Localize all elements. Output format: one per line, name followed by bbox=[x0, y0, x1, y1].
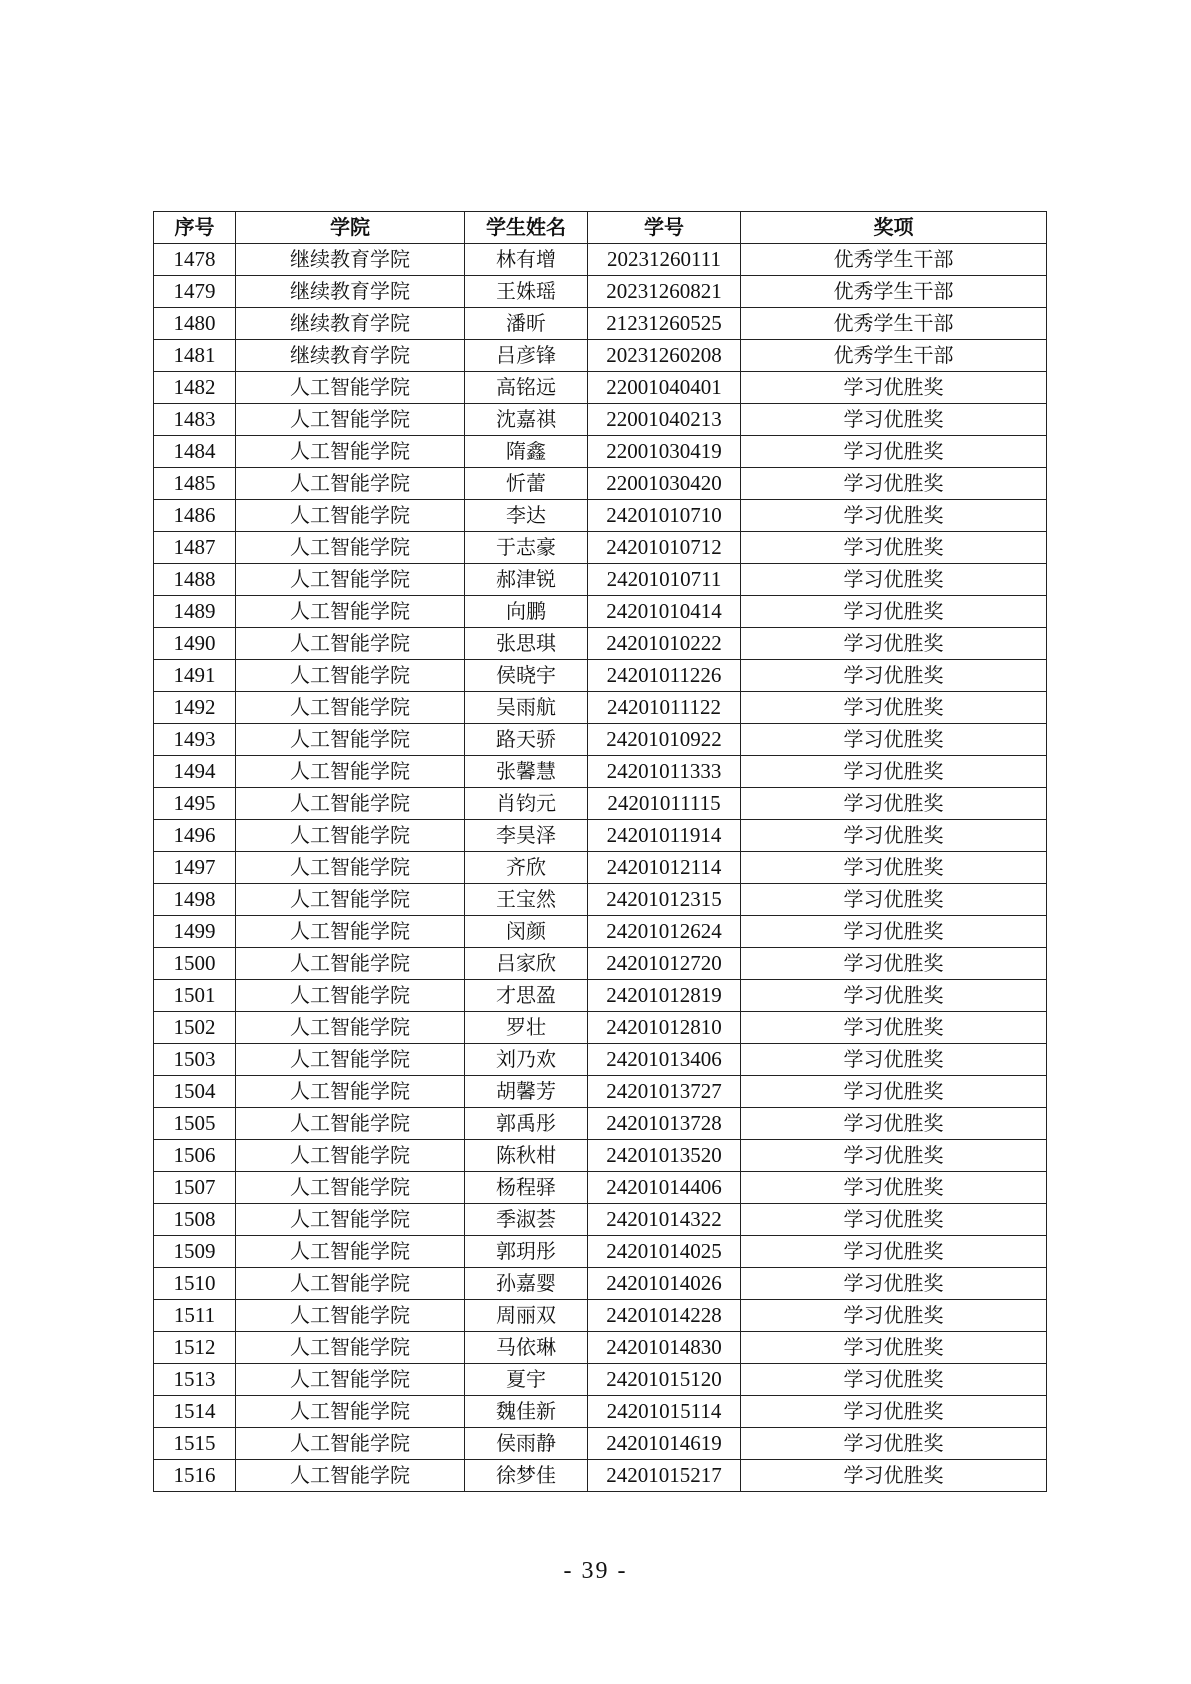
table-row bbox=[154, 372, 1047, 404]
cell-student-name: 张思琪 bbox=[465, 628, 588, 660]
table-body bbox=[154, 244, 1047, 1492]
table-row bbox=[154, 1012, 1047, 1044]
cell-student-id: 24201014025 bbox=[588, 1236, 741, 1268]
cell-student-name: 闵颜 bbox=[465, 916, 588, 948]
cell-award: 学习优胜奖 bbox=[741, 660, 1047, 692]
cell-college: 人工智能学院 bbox=[236, 564, 465, 596]
cell-student-id: 24201014026 bbox=[588, 1268, 741, 1300]
cell-award: 学习优胜奖 bbox=[741, 532, 1047, 564]
cell-index: 1501 bbox=[154, 980, 236, 1012]
cell-college: 人工智能学院 bbox=[236, 756, 465, 788]
cell-award: 学习优胜奖 bbox=[741, 884, 1047, 916]
cell-award: 学习优胜奖 bbox=[741, 1460, 1047, 1492]
cell-student-name: 周丽双 bbox=[465, 1300, 588, 1332]
cell-student-id: 24201013727 bbox=[588, 1076, 741, 1108]
cell-student-name: 魏佳新 bbox=[465, 1396, 588, 1428]
cell-college: 继续教育学院 bbox=[236, 340, 465, 372]
cell-student-id: 24201013728 bbox=[588, 1108, 741, 1140]
table-row bbox=[154, 1428, 1047, 1460]
cell-student-id: 22001030420 bbox=[588, 468, 741, 500]
cell-student-name: 王宝然 bbox=[465, 884, 588, 916]
cell-college: 人工智能学院 bbox=[236, 372, 465, 404]
cell-student-name: 于志豪 bbox=[465, 532, 588, 564]
cell-award: 学习优胜奖 bbox=[741, 1108, 1047, 1140]
cell-award: 学习优胜奖 bbox=[741, 436, 1047, 468]
cell-student-id: 24201010712 bbox=[588, 532, 741, 564]
cell-index: 1505 bbox=[154, 1108, 236, 1140]
cell-award: 学习优胜奖 bbox=[741, 948, 1047, 980]
cell-student-name: 夏宇 bbox=[465, 1364, 588, 1396]
cell-student-name: 张馨慧 bbox=[465, 756, 588, 788]
cell-award: 学习优胜奖 bbox=[741, 756, 1047, 788]
cell-student-name: 杨程驿 bbox=[465, 1172, 588, 1204]
cell-index: 1503 bbox=[154, 1044, 236, 1076]
header-college: 学院 bbox=[236, 212, 465, 244]
table-row bbox=[154, 276, 1047, 308]
table-row bbox=[154, 1332, 1047, 1364]
cell-award: 学习优胜奖 bbox=[741, 980, 1047, 1012]
table-row bbox=[154, 1140, 1047, 1172]
cell-index: 1481 bbox=[154, 340, 236, 372]
cell-student-name: 齐欣 bbox=[465, 852, 588, 884]
cell-student-id: 20231260111 bbox=[588, 244, 741, 276]
cell-student-id: 24201012315 bbox=[588, 884, 741, 916]
cell-award: 学习优胜奖 bbox=[741, 1268, 1047, 1300]
cell-student-id: 24201015120 bbox=[588, 1364, 741, 1396]
cell-student-name: 潘昕 bbox=[465, 308, 588, 340]
header-student-name: 学生姓名 bbox=[465, 212, 588, 244]
cell-college: 人工智能学院 bbox=[236, 1364, 465, 1396]
cell-college: 继续教育学院 bbox=[236, 244, 465, 276]
cell-award: 学习优胜奖 bbox=[741, 724, 1047, 756]
cell-award: 优秀学生干部 bbox=[741, 276, 1047, 308]
cell-student-id: 24201015114 bbox=[588, 1396, 741, 1428]
header-index: 序号 bbox=[154, 212, 236, 244]
cell-index: 1482 bbox=[154, 372, 236, 404]
cell-college: 人工智能学院 bbox=[236, 1108, 465, 1140]
cell-index: 1487 bbox=[154, 532, 236, 564]
cell-college: 人工智能学院 bbox=[236, 1268, 465, 1300]
cell-college: 人工智能学院 bbox=[236, 1396, 465, 1428]
cell-award: 学习优胜奖 bbox=[741, 852, 1047, 884]
cell-award: 优秀学生干部 bbox=[741, 308, 1047, 340]
cell-student-name: 季淑荟 bbox=[465, 1204, 588, 1236]
cell-index: 1515 bbox=[154, 1428, 236, 1460]
cell-college: 人工智能学院 bbox=[236, 1076, 465, 1108]
cell-student-id: 24201011226 bbox=[588, 660, 741, 692]
cell-award: 学习优胜奖 bbox=[741, 1012, 1047, 1044]
cell-student-id: 24201013520 bbox=[588, 1140, 741, 1172]
cell-student-id: 21231260525 bbox=[588, 308, 741, 340]
cell-index: 1507 bbox=[154, 1172, 236, 1204]
cell-index: 1498 bbox=[154, 884, 236, 916]
cell-award: 学习优胜奖 bbox=[741, 916, 1047, 948]
cell-index: 1486 bbox=[154, 500, 236, 532]
cell-award: 学习优胜奖 bbox=[741, 820, 1047, 852]
cell-award: 学习优胜奖 bbox=[741, 1204, 1047, 1236]
cell-index: 1513 bbox=[154, 1364, 236, 1396]
cell-student-name: 马依琳 bbox=[465, 1332, 588, 1364]
award-table bbox=[153, 211, 1047, 1492]
cell-student-name: 罗壮 bbox=[465, 1012, 588, 1044]
table-row bbox=[154, 1236, 1047, 1268]
cell-student-id: 24201011333 bbox=[588, 756, 741, 788]
cell-college: 继续教育学院 bbox=[236, 308, 465, 340]
cell-award: 学习优胜奖 bbox=[741, 788, 1047, 820]
cell-student-id: 24201011122 bbox=[588, 692, 741, 724]
cell-student-name: 郭禹彤 bbox=[465, 1108, 588, 1140]
page-number: - 39 - bbox=[563, 1558, 628, 1584]
cell-index: 1506 bbox=[154, 1140, 236, 1172]
cell-student-name: 郭玥彤 bbox=[465, 1236, 588, 1268]
cell-student-id: 22001040401 bbox=[588, 372, 741, 404]
cell-index: 1499 bbox=[154, 916, 236, 948]
cell-student-id: 24201010414 bbox=[588, 596, 741, 628]
cell-college: 人工智能学院 bbox=[236, 660, 465, 692]
cell-college: 人工智能学院 bbox=[236, 884, 465, 916]
cell-award: 学习优胜奖 bbox=[741, 1172, 1047, 1204]
cell-index: 1516 bbox=[154, 1460, 236, 1492]
cell-student-name: 李达 bbox=[465, 500, 588, 532]
cell-student-name: 林有增 bbox=[465, 244, 588, 276]
cell-student-name: 陈秋柑 bbox=[465, 1140, 588, 1172]
cell-index: 1509 bbox=[154, 1236, 236, 1268]
cell-student-id: 20231260208 bbox=[588, 340, 741, 372]
cell-student-id: 24201010711 bbox=[588, 564, 741, 596]
cell-index: 1490 bbox=[154, 628, 236, 660]
cell-student-id: 22001040213 bbox=[588, 404, 741, 436]
table-row bbox=[154, 788, 1047, 820]
cell-student-id: 24201012819 bbox=[588, 980, 741, 1012]
table-row bbox=[154, 820, 1047, 852]
cell-student-name: 才思盈 bbox=[465, 980, 588, 1012]
cell-index: 1489 bbox=[154, 596, 236, 628]
cell-index: 1484 bbox=[154, 436, 236, 468]
table-row bbox=[154, 980, 1047, 1012]
cell-student-id: 24201014228 bbox=[588, 1300, 741, 1332]
cell-index: 1495 bbox=[154, 788, 236, 820]
cell-student-name: 郝津锐 bbox=[465, 564, 588, 596]
table-row bbox=[154, 340, 1047, 372]
cell-student-id: 24201010710 bbox=[588, 500, 741, 532]
cell-index: 1504 bbox=[154, 1076, 236, 1108]
cell-index: 1491 bbox=[154, 660, 236, 692]
table-row bbox=[154, 404, 1047, 436]
cell-index: 1485 bbox=[154, 468, 236, 500]
cell-student-id: 24201014322 bbox=[588, 1204, 741, 1236]
table-row bbox=[154, 1172, 1047, 1204]
cell-index: 1497 bbox=[154, 852, 236, 884]
cell-college: 人工智能学院 bbox=[236, 1460, 465, 1492]
cell-college: 人工智能学院 bbox=[236, 468, 465, 500]
cell-award: 学习优胜奖 bbox=[741, 1140, 1047, 1172]
cell-college: 人工智能学院 bbox=[236, 1332, 465, 1364]
cell-award: 学习优胜奖 bbox=[741, 628, 1047, 660]
cell-award: 学习优胜奖 bbox=[741, 1428, 1047, 1460]
table-row bbox=[154, 884, 1047, 916]
cell-college: 人工智能学院 bbox=[236, 1140, 465, 1172]
table-row bbox=[154, 724, 1047, 756]
table-row bbox=[154, 756, 1047, 788]
cell-student-id: 20231260821 bbox=[588, 276, 741, 308]
cell-college: 人工智能学院 bbox=[236, 500, 465, 532]
cell-student-name: 徐梦佳 bbox=[465, 1460, 588, 1492]
cell-college: 人工智能学院 bbox=[236, 820, 465, 852]
cell-award: 学习优胜奖 bbox=[741, 1236, 1047, 1268]
cell-index: 1480 bbox=[154, 308, 236, 340]
cell-college: 人工智能学院 bbox=[236, 532, 465, 564]
table-row bbox=[154, 500, 1047, 532]
cell-student-id: 22001030419 bbox=[588, 436, 741, 468]
cell-student-name: 肖钧元 bbox=[465, 788, 588, 820]
table-row bbox=[154, 468, 1047, 500]
cell-student-name: 王姝瑶 bbox=[465, 276, 588, 308]
table-row bbox=[154, 628, 1047, 660]
table-row bbox=[154, 1076, 1047, 1108]
cell-college: 人工智能学院 bbox=[236, 1428, 465, 1460]
cell-student-name: 隋鑫 bbox=[465, 436, 588, 468]
cell-student-id: 24201010922 bbox=[588, 724, 741, 756]
cell-college: 人工智能学院 bbox=[236, 724, 465, 756]
cell-college: 人工智能学院 bbox=[236, 692, 465, 724]
table-header-row bbox=[154, 212, 1047, 244]
cell-college: 人工智能学院 bbox=[236, 1236, 465, 1268]
table-row bbox=[154, 1044, 1047, 1076]
cell-college: 人工智能学院 bbox=[236, 404, 465, 436]
cell-student-id: 24201014406 bbox=[588, 1172, 741, 1204]
table-row bbox=[154, 1108, 1047, 1140]
cell-student-name: 吕彦锋 bbox=[465, 340, 588, 372]
cell-award: 学习优胜奖 bbox=[741, 468, 1047, 500]
cell-student-id: 24201012810 bbox=[588, 1012, 741, 1044]
cell-index: 1511 bbox=[154, 1300, 236, 1332]
cell-award: 学习优胜奖 bbox=[741, 1076, 1047, 1108]
cell-college: 继续教育学院 bbox=[236, 276, 465, 308]
cell-student-id: 24201010222 bbox=[588, 628, 741, 660]
cell-student-name: 向鹏 bbox=[465, 596, 588, 628]
cell-student-name: 高铭远 bbox=[465, 372, 588, 404]
table-row bbox=[154, 436, 1047, 468]
table-row bbox=[154, 1268, 1047, 1300]
cell-index: 1494 bbox=[154, 756, 236, 788]
cell-student-id: 24201011115 bbox=[588, 788, 741, 820]
table-row bbox=[154, 532, 1047, 564]
table-row bbox=[154, 852, 1047, 884]
cell-award: 学习优胜奖 bbox=[741, 564, 1047, 596]
cell-college: 人工智能学院 bbox=[236, 1300, 465, 1332]
cell-index: 1479 bbox=[154, 276, 236, 308]
cell-college: 人工智能学院 bbox=[236, 1204, 465, 1236]
cell-award: 学习优胜奖 bbox=[741, 1364, 1047, 1396]
table-row bbox=[154, 596, 1047, 628]
cell-student-id: 24201012114 bbox=[588, 852, 741, 884]
cell-index: 1492 bbox=[154, 692, 236, 724]
cell-student-name: 李昊泽 bbox=[465, 820, 588, 852]
table-row bbox=[154, 1460, 1047, 1492]
table-row bbox=[154, 1204, 1047, 1236]
table-row bbox=[154, 244, 1047, 276]
cell-award: 学习优胜奖 bbox=[741, 1300, 1047, 1332]
cell-award: 学习优胜奖 bbox=[741, 404, 1047, 436]
cell-student-name: 侯晓宇 bbox=[465, 660, 588, 692]
cell-index: 1512 bbox=[154, 1332, 236, 1364]
cell-award: 优秀学生干部 bbox=[741, 340, 1047, 372]
cell-college: 人工智能学院 bbox=[236, 788, 465, 820]
cell-student-id: 24201014830 bbox=[588, 1332, 741, 1364]
cell-student-id: 24201015217 bbox=[588, 1460, 741, 1492]
cell-student-id: 24201012624 bbox=[588, 916, 741, 948]
table-row bbox=[154, 692, 1047, 724]
cell-award: 学习优胜奖 bbox=[741, 596, 1047, 628]
table-row bbox=[154, 308, 1047, 340]
cell-index: 1510 bbox=[154, 1268, 236, 1300]
cell-index: 1493 bbox=[154, 724, 236, 756]
cell-college: 人工智能学院 bbox=[236, 628, 465, 660]
cell-award: 优秀学生干部 bbox=[741, 244, 1047, 276]
cell-college: 人工智能学院 bbox=[236, 980, 465, 1012]
cell-index: 1478 bbox=[154, 244, 236, 276]
cell-student-name: 刘乃欢 bbox=[465, 1044, 588, 1076]
table-row bbox=[154, 1396, 1047, 1428]
cell-award: 学习优胜奖 bbox=[741, 1044, 1047, 1076]
cell-student-name: 沈嘉祺 bbox=[465, 404, 588, 436]
cell-award: 学习优胜奖 bbox=[741, 372, 1047, 404]
cell-index: 1500 bbox=[154, 948, 236, 980]
cell-index: 1514 bbox=[154, 1396, 236, 1428]
cell-award: 学习优胜奖 bbox=[741, 692, 1047, 724]
cell-college: 人工智能学院 bbox=[236, 1012, 465, 1044]
cell-college: 人工智能学院 bbox=[236, 852, 465, 884]
cell-college: 人工智能学院 bbox=[236, 948, 465, 980]
header-student-id: 学号 bbox=[588, 212, 741, 244]
cell-student-id: 24201014619 bbox=[588, 1428, 741, 1460]
cell-index: 1502 bbox=[154, 1012, 236, 1044]
cell-college: 人工智能学院 bbox=[236, 1172, 465, 1204]
cell-college: 人工智能学院 bbox=[236, 436, 465, 468]
cell-student-name: 吴雨航 bbox=[465, 692, 588, 724]
cell-student-id: 24201013406 bbox=[588, 1044, 741, 1076]
cell-student-name: 忻蕾 bbox=[465, 468, 588, 500]
table-row bbox=[154, 1364, 1047, 1396]
table-row bbox=[154, 916, 1047, 948]
cell-student-name: 路天骄 bbox=[465, 724, 588, 756]
cell-student-name: 侯雨静 bbox=[465, 1428, 588, 1460]
cell-student-name: 孙嘉婴 bbox=[465, 1268, 588, 1300]
table-row bbox=[154, 1300, 1047, 1332]
cell-index: 1488 bbox=[154, 564, 236, 596]
cell-award: 学习优胜奖 bbox=[741, 500, 1047, 532]
cell-student-name: 胡馨芳 bbox=[465, 1076, 588, 1108]
table-row bbox=[154, 564, 1047, 596]
cell-student-id: 24201011914 bbox=[588, 820, 741, 852]
cell-award: 学习优胜奖 bbox=[741, 1332, 1047, 1364]
cell-index: 1508 bbox=[154, 1204, 236, 1236]
cell-college: 人工智能学院 bbox=[236, 916, 465, 948]
cell-college: 人工智能学院 bbox=[236, 1044, 465, 1076]
table-row bbox=[154, 948, 1047, 980]
cell-award: 学习优胜奖 bbox=[741, 1396, 1047, 1428]
cell-college: 人工智能学院 bbox=[236, 596, 465, 628]
cell-index: 1483 bbox=[154, 404, 236, 436]
header-award: 奖项 bbox=[741, 212, 1047, 244]
cell-student-id: 24201012720 bbox=[588, 948, 741, 980]
cell-student-name: 吕家欣 bbox=[465, 948, 588, 980]
cell-index: 1496 bbox=[154, 820, 236, 852]
table-row bbox=[154, 660, 1047, 692]
